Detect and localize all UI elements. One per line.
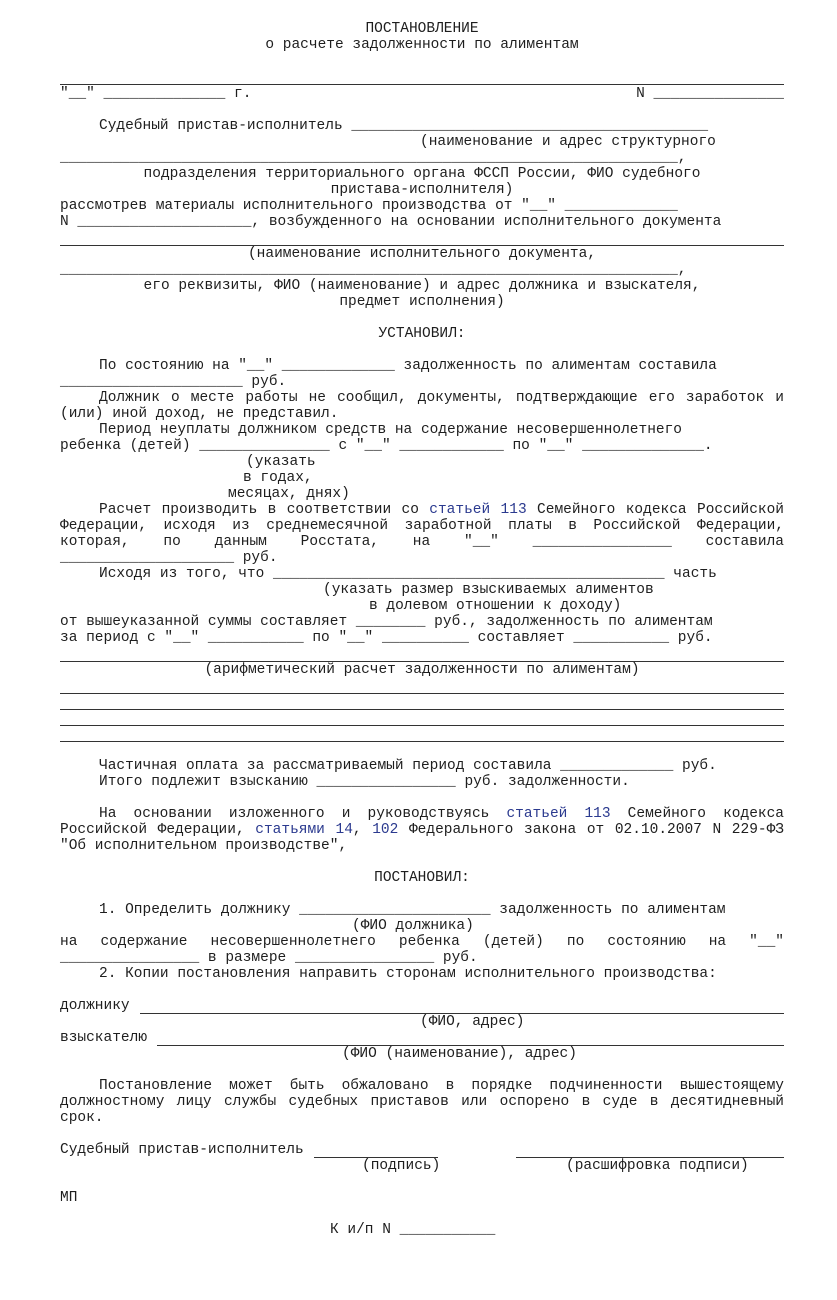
section-heading-resolved: ПОСТАНОВИЛ: [374, 870, 470, 886]
blank-rule[interactable] [60, 710, 784, 726]
appeal-paragraph: Постановление может быть обжаловано в порядке подчиненности вышестоящему должностному лицу службы судебных приставов или оспорено в суде в десятидневный срок. [60, 1078, 784, 1126]
caption: пристава-исполнителя) [330, 182, 514, 198]
caption: (подпись) [362, 1158, 441, 1174]
claimant-label: взыскателю [60, 1030, 148, 1046]
blank-rule[interactable] [60, 726, 784, 742]
resolution-item-1-continued[interactable]: на содержание несовершеннолетнего ребенка (детей) по состоянию на "__" ________________ в размере ________________ руб. [60, 934, 784, 966]
blank-line[interactable]: _______________________________________________________________________, [60, 262, 687, 278]
period-amount-line[interactable]: за период с "__" ___________ по "__" __________ составляет ___________ руб. [60, 630, 713, 646]
resolution-item-1[interactable]: 1. Определить должнику ______________________ задолженность по алиментам [99, 902, 726, 918]
document [60, 21, 784, 1238]
amount-line[interactable]: от вышеуказанной суммы составляет ________ руб., задолженность по алиментам [60, 614, 713, 630]
date-field[interactable]: "__" ______________ г. [60, 86, 252, 102]
link-law-article-102[interactable]: 102 [372, 822, 399, 838]
review-line[interactable]: N ____________________, возбужденного на основании исполнительного документа [60, 214, 722, 230]
caption: (ФИО, адрес) [420, 1014, 525, 1030]
number-field[interactable]: N _______________ [636, 86, 784, 102]
bailiff-line[interactable]: Судебный пристав-исполнитель _________________________________________ [99, 118, 709, 134]
caption: (ФИО должника) [352, 918, 474, 934]
total-line[interactable]: Итого подлежит взысканию ________________ руб. задолженности. [99, 774, 630, 790]
debtor-input[interactable] [140, 998, 784, 1014]
resolution-item-2: 2. Копии постановления направить сторонам исполнительного производства: [99, 966, 717, 982]
link-family-code-113[interactable]: статьей 113 [506, 806, 611, 822]
blank-rule[interactable] [60, 694, 784, 710]
paragraph: Должник о месте работы не сообщил, документы, подтверждающие его заработок и (или) иной доход, не представил. [60, 390, 784, 422]
signature-decode-input[interactable] [516, 1142, 784, 1158]
caption: подразделения территориального органа ФССП России, ФИО судебного [143, 166, 701, 182]
date-line [60, 86, 784, 102]
signature-label: Судебный пристав-исполнитель [60, 1142, 304, 1158]
blank-rule[interactable] [60, 230, 784, 246]
caption: (наименование исполнительного документа, [247, 246, 597, 262]
caption: (указать размер взыскиваемых алиментов [323, 582, 654, 598]
debt-amount-line[interactable]: _____________________ руб. [60, 374, 287, 390]
signature-line [60, 1142, 784, 1158]
blank-rule[interactable] [60, 678, 784, 694]
calculation-paragraph: Расчет производить в соответствии со статьей 113 Семейного кодекса Российской Федерации, исходя из среднемесячной заработной платы в Российской Федерации, которая, по данным Росстата, на "__" ________________ составила ____________________ руб. [60, 502, 785, 566]
section-heading-established: УСТАНОВИЛ: [378, 326, 466, 342]
caption: его реквизиты, ФИО (наименование) и адрес должника и взыскателя, [143, 278, 701, 294]
caption: в годах, [243, 470, 313, 486]
link-family-code-113[interactable]: статьей 113 [429, 502, 527, 518]
blank-rule[interactable] [60, 646, 784, 662]
period-line[interactable]: ребенка (детей) _______________ с "__" ____________ по "__" ______________. [60, 438, 713, 454]
caption: предмет исполнения) [339, 294, 505, 310]
signature-input[interactable] [314, 1142, 438, 1158]
review-line[interactable]: рассмотрев материалы исполнительного производства от "__" _____________ [60, 198, 678, 214]
kip-number-field[interactable]: К и/п N ___________ [330, 1222, 496, 1238]
caption: месяцах, днях) [228, 486, 350, 502]
document-subtitle: о расчете задолженности по алиментам [265, 37, 579, 53]
debtor-label: должнику [60, 998, 130, 1014]
claimant-input[interactable] [157, 1030, 784, 1046]
basis-paragraph: На основании изложенного и руководствуясь статьей 113 Семейного кодекса Российской Федерации, статьями 14, 102 Федерального закона от 02.10.2007 N 229-ФЗ "Об исполнительном производстве", [60, 806, 784, 854]
caption: (расшифровка подписи) [566, 1158, 749, 1174]
caption: (указать [246, 454, 316, 470]
debtor-line [60, 998, 784, 1014]
caption: в долевом отношении к доходу) [369, 598, 622, 614]
document-title: ПОСТАНОВЛЕНИЕ [365, 21, 479, 37]
caption: (наименование и адрес структурного [420, 134, 716, 150]
share-line[interactable]: Исходя из того, что _____________________________________________ часть [99, 566, 717, 582]
caption: (ФИО (наименование), адрес) [342, 1046, 577, 1062]
link-law-article-14[interactable]: статьями 14 [255, 822, 353, 838]
blank-line[interactable]: _______________________________________________________________________, [60, 150, 687, 166]
partial-payment-line[interactable]: Частичная оплата за рассматриваемый период составила _____________ руб. [99, 758, 717, 774]
debt-as-of-line[interactable]: По состоянию на "__" _____________ задолженность по алиментам составила [99, 358, 717, 374]
divider [60, 69, 784, 85]
stamp-place: МП [60, 1190, 78, 1206]
caption: (арифметический расчет задолженности по алиментам) [204, 662, 640, 678]
claimant-line [60, 1030, 784, 1046]
paragraph: Период неуплаты должником средств на содержание несовершеннолетнего [99, 422, 682, 438]
